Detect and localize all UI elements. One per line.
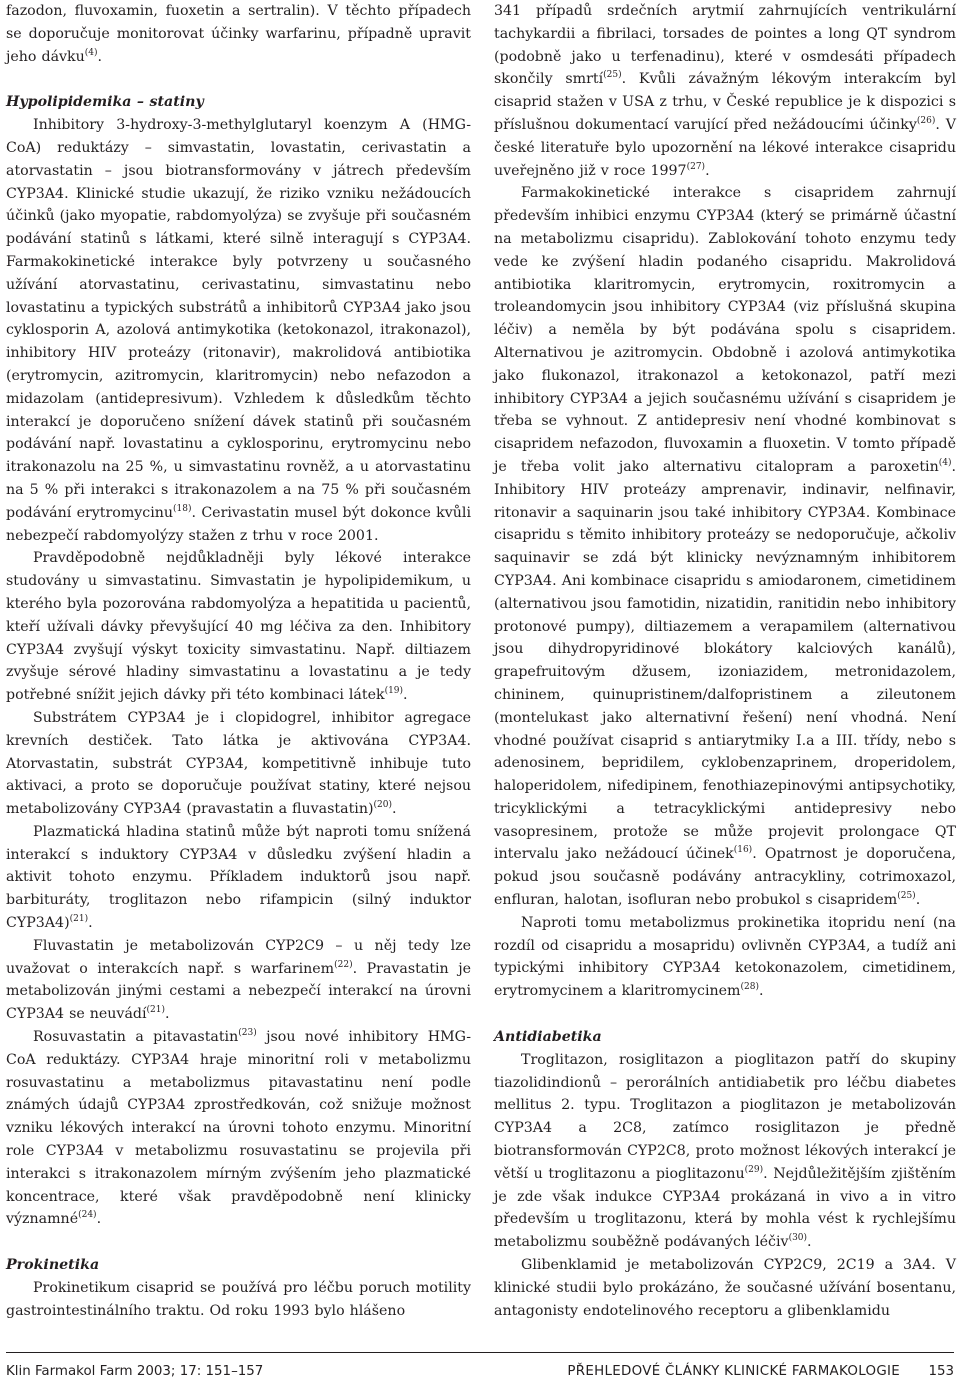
paragraph: Fluvastatin je metabolizován CYP2C9 – u něj tedy lze uvažovat o interakcích např. s warfarinem$^{(22)}$. Pravastatin je metabolizován jinými cestami a nebezpečí interakcí na úrovni CYP3A4 se neuvádí$^{(21)}$.: [6, 937, 471, 1023]
paragraph: Prokinetikum cisaprid se používá pro léčbu poruch motility gastrointestinálního traktu. Od roku 1993 bylo hlášeno: [6, 1280, 471, 1319]
citation: (29): [744, 1164, 764, 1175]
citation: (30): [788, 1233, 808, 1244]
paragraph: fazodon, fluvoxamin, fuoxetin a sertralin). V těchto případech se doporučuje monitorovat účinky warfarinu, případně upravit jeho dávku$^{(4)}$.: [6, 3, 471, 65]
citation: (27): [686, 161, 706, 172]
citation: (16): [733, 845, 753, 856]
section-heading-prokinetika: Prokinetika: [6, 1257, 100, 1274]
paragraph: Plazmatická hladina statinů může být naproti tomu snížená interakcí s induktory CYP3A4 v důsledku zvýšení hladin a aktivit tohoto enzymu. Příkladem induktorů jsou např. barbituráty, troglitazon nebo rifampicin (silný induktor CYP3A4)$^{(21)}$.: [6, 823, 471, 932]
page-number: 153: [928, 1364, 954, 1379]
section-label: PŘEHLEDOVÉ ČLÁNKY KLINICKÉ FARMAKOLOGIE: [567, 1364, 900, 1379]
citation: (25): [897, 891, 916, 902]
left-column: [6, 0, 471, 1323]
citation: (22): [334, 959, 353, 970]
section-heading-antidiabetika: Antidiabetika: [494, 1029, 602, 1046]
right-column: [494, 0, 956, 1322]
citation: (19): [384, 686, 404, 697]
footer-rule: [6, 1352, 954, 1353]
journal-citation: Klin Farmakol Farm 2003; 17: 151–157: [6, 1364, 264, 1379]
citation: (4): [938, 457, 952, 468]
paragraph: Pravděpodobně nejdůkladněji byly lékové interakce studovány u simvastatinu. Simvastatin je hypolipidemikum, u kterého byla pozorována rabdomyolýza a hepatitida u pacientů, kteří užívali dávky převyšující 40 mg léčiva za den. Inhibitory CYP3A4 zvyšují výskyt toxicity simvastatinu. Např. diltiazem zvyšuje sérové hladiny simvastatinu a lovastatinu a je tedy potřebné snížit jejich dávky při této kombinaci látek$^{(19)}$.: [6, 550, 471, 704]
paragraph: Rosuvastatin a pitavastatin$^{(23)}$ jsou nové inhibitory HMG-CoA reduktázy. CYP3A4 hraje minoritní roli v metabolizmu rosuvastatinu a metabolizmus pitavastatinu není podle známých údajů CYP3A4 zprostředkován, což snižuje možnost vzniku lékových interakcí na úrovni tohoto enzymu. Minoritní role CYP3A4 v metabolizmu rosuvastatinu se projevila při interakci s itrakonazolem mírným zvýšením jeho plazmatické koncentrace, které však pravděpodobně není klinicky významné$^{(24)}$.: [6, 1028, 471, 1228]
citation: (28): [740, 982, 759, 993]
paragraph: Naproti tomu metabolizmus prokinetika itopridu není (na rozdíl od cisapridu a mosapridu) ovlivněn CYP3A4, a tudíž ani typickými inhibitory CYP3A4 ketokonazolem, cimetidinem, erytromycinem a klaritromycinem$^{(28)}$.: [494, 914, 956, 1000]
citation: (25): [603, 70, 622, 81]
citation: (21): [69, 914, 89, 925]
paragraph: Substrátem CYP3A4 je i clopidogrel, inhibitor agregace krevních destiček. Tato látka je aktivována CYP3A4. Atorvastatin, substrát CYP3A4, kompetitivně inhibuje tuto aktivaci, a proto se doporučuje používat statiny, které nejsou metabolizovány CYP3A4 (pravastatin a fluvastatin)$^{(20)}$.: [6, 709, 471, 818]
section-heading-hypolipidemika: Hypolipidemika – statiny: [6, 94, 204, 111]
paragraph: Troglitazon, rosiglitazon a pioglitazon patří do skupiny tiazolidindionů – perorálních antidiabetik pro léčbu diabetes mellitus 2. typu. Troglitazon a pioglitazon je metabolizován CYP3A4 a 2C8, zatímco rosiglitazon je předně biotransformován CYP2C8, proto možnost lékových interakcí je větší u troglitazonu a pioglitazonu$^{(29)}$. Nejdůležitějším zjištěním je zde však indukce CYP3A4 prokázaná in vivo a in vitro především u troglitazonu, která by mohla vést k rychlejšímu metabolizmu souběžně podávaných léčiv$^{(30)}$.: [494, 1051, 957, 1251]
paragraph: 341 případů srdečních arytmií zahrnujících ventrikulární tachykardii a fibrilaci, torsades de pointes a long QT syndrom (podobně jako u terfenadinu), které v osmdesáti případech skončily smrtí$^{(25)}$. Kvůli závažným lékovým interakcím byl cisaprid stažen v USA z trhu, v České republice je k dispozici s příslušnou dokumentací varující před nežádoucími účinky$^{(26)}$. V české literatuře bylo upozornění na lékové interakce cisapridu uveřejněno již v roce 1997$^{(27)}$.: [494, 3, 957, 179]
citation: (24): [78, 1210, 97, 1221]
citation: (18): [173, 503, 192, 514]
citation: (26): [916, 115, 936, 126]
paragraph: Farmakokinetické interakce s cisapridem zahrnují především inhibici enzymu CYP3A4 (který se primárně účastní na metabolizmu cisapridu). Zablokování tohoto enzymu tedy vede ke zvýšení hladin podaného cisapridu. Makrolidová antibiotika klaritromycin, erytromycin, roxitromycin a troleandomycin jsou inhibitory CYP3A4 (viz příslušná skupina léčiv) a neměla by být podávána spolu s cisapridem. Alternativou je azitromycin. Obdobně i azolová antimykotika jako flukonazol, itrakonazol a ketokonazol, patří mezi inhibitory CYP3A4 a jejich současnému užívání s cisapridem je třeba se vyhnout. Z antidepresiv není vhodné kombinovat s cisapridem nefazodon, fluvoxamin a fluoxetin. V tomto případě je třeba volit jako alternativu citalopram a paroxetin$^{(4)}$. Inhibitory HIV proteázy amprenavir, indinavir, nelfinavir, ritonavir a saquinarin jsou také inhibitory CYP3A4. Kombinace cisapridu s těmito inhibitory proteázy se nedoporučuje, ačkoliv saquinavir se zdá být klinicky nevýznamným inhibitorem CYP3A4. Ani kombinace cisapridu s amiodaronem, cimetidinem (alternativou jsou famotidin, nizatidin, ranitidin nebo inhibitory protonové pumpy), diltiazemem a verapamilem (alternativou jsou dihydropyridinové blokátory kalciových kanálů), grapefruitovým džusem, izoniazidem, metronidazolem, chininem, quinupristinem/dalfopristinem a zileutonem (montelukast jako alternativní řešení) není vhodná. Není vhodné používat cisaprid s antiarytmiky I.a a III. třídy, nebo s adenosinem, bepridilem, cyklobenzaprinem, droperidolem, haloperidolem, nifedipinem, fenothiazepinovými antipsychotiky, tricyklickými a tetracyklickými antidepresivy nebo vasopresinem, protože se může projevit prolongace QT intervalu jako nežádoucí účinek$^{(16)}$. Opatrnost je doporučena, pokud jsou současně podávány antracykliny, cotrimoxazol, enfluran, halotan, isofluran nebo probukol s cisapridem$^{(25)}$.: [494, 185, 956, 909]
paragraph: Glibenklamid je metabolizován CYP2C9, 2C19 a 3A4. V klinické studii bylo prokázáno, že současné užívání bosentanu, antagonisty endotelinového receptoru a glibenklamidu: [494, 1257, 956, 1319]
paragraph: Inhibitory 3-hydroxy-3-methylglutaryl koenzym A (HMG-CoA) reduktázy – simvastatin, lovastatin, cerivastatin a atorvastatin – jsou biotransformovány v játrech především CYP3A4. Klinické studie ukazují, že riziko vzniku nežádoucích účinků (jako myopatie, rabdomyolýza) se zvyšuje při současném podávání statinů s látkami, které silně interagují s CYP3A4. Farmakokinetické interakce byly potvrzeny u současného užívání atorvastatinu, cerivastatinu, simvastatinu nebo lovastatinu a typických substrátů a inhibitorů CYP3A4 jako jsou cyklosporin A, azolová antimykotika (ketokonazol, itrakonazol), inhibitory HIV proteázy (ritonavir), makrolidová antibiotika (erytromycin, azitromycin, klaritromycin) nebo nefazodon a midazolam (antidepresivum). Vzhledem k důsledkům těchto interakcí je doporučeno snížení dávek statinů při současném podávání např. lovastatinu a cyklosporinu, erytromycinu nebo itrakonazolu na 25 %, u simvastatinu rovněž, a u atorvastatinu na 5 % při interakci s itrakonazolem a na 75 % při současném podávání erytromycinu$^{(18)}$. Cerivastatin musel být dokonce kvůli nebezpečí rabdomyolýzy stažen z trhu v roce 2001.: [6, 117, 471, 544]
citation: (23): [238, 1028, 257, 1039]
citation: (20): [373, 800, 392, 811]
citation: (21): [146, 1005, 166, 1016]
citation: (4): [84, 47, 98, 58]
